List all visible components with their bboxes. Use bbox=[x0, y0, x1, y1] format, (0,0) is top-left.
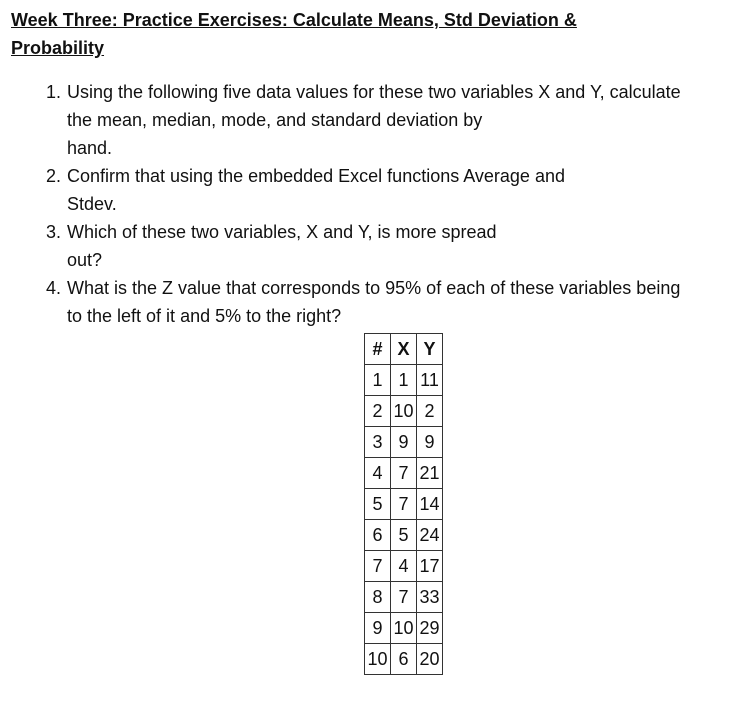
question-number: 3. bbox=[46, 222, 62, 242]
table-cell: 20 bbox=[417, 644, 443, 675]
table-cell: 3 bbox=[365, 427, 391, 458]
column-header-x: X bbox=[391, 334, 417, 365]
question-list bbox=[46, 78, 736, 330]
question-item bbox=[46, 274, 736, 330]
table-cell: 8 bbox=[365, 582, 391, 613]
table-cell: 6 bbox=[365, 520, 391, 551]
table-cell: 7 bbox=[391, 489, 417, 520]
table-cell: 9 bbox=[417, 427, 443, 458]
column-header-y: Y bbox=[417, 334, 443, 365]
question-text-line: Stdev. bbox=[67, 194, 117, 214]
table-cell: 10 bbox=[391, 613, 417, 644]
question-text-line: to the left of it and 5% to the right? bbox=[67, 306, 342, 326]
table-cell: 10 bbox=[365, 644, 391, 675]
data-table bbox=[364, 333, 443, 675]
table-row bbox=[365, 613, 443, 644]
table-row bbox=[365, 458, 443, 489]
page-title-line: Week Three: Practice Exercises: Calculate Means, Std Deviation & bbox=[11, 10, 577, 30]
table-cell: 5 bbox=[391, 520, 417, 551]
table-row bbox=[365, 489, 443, 520]
question-item bbox=[46, 78, 736, 162]
table-cell: 1 bbox=[365, 365, 391, 396]
table-cell: 5 bbox=[365, 489, 391, 520]
table-cell: 9 bbox=[365, 613, 391, 644]
table-cell: 2 bbox=[365, 396, 391, 427]
table-row bbox=[365, 365, 443, 396]
table-cell: 7 bbox=[391, 458, 417, 489]
table-cell: 14 bbox=[417, 489, 443, 520]
page-title bbox=[11, 6, 711, 62]
table-cell: 24 bbox=[417, 520, 443, 551]
question-text-line: the mean, median, mode, and standard deviation by bbox=[67, 110, 483, 130]
table-cell: 6 bbox=[391, 644, 417, 675]
table-cell: 21 bbox=[417, 458, 443, 489]
page-title-line: Probability bbox=[11, 38, 105, 58]
table-cell: 2 bbox=[417, 396, 443, 427]
table-cell: 11 bbox=[417, 365, 443, 396]
question-number: 2. bbox=[46, 166, 62, 186]
question-item bbox=[46, 218, 736, 274]
question-text-line: Using the following five data values for these two variables X and Y, calculate bbox=[67, 82, 681, 102]
question-text-line: What is the Z value that corresponds to 95% of each of these variables being bbox=[67, 278, 681, 298]
table-row bbox=[365, 551, 443, 582]
table-cell: 7 bbox=[365, 551, 391, 582]
table-cell: 4 bbox=[391, 551, 417, 582]
question-item bbox=[46, 162, 736, 218]
table-header-row bbox=[365, 334, 443, 365]
question-text-line: Confirm that using the embedded Excel functions Average and bbox=[67, 166, 565, 186]
table-row bbox=[365, 396, 443, 427]
table-cell: 17 bbox=[417, 551, 443, 582]
table-row bbox=[365, 427, 443, 458]
table-row bbox=[365, 582, 443, 613]
column-header-index: # bbox=[365, 334, 391, 365]
table-cell: 7 bbox=[391, 582, 417, 613]
question-text-line: Which of these two variables, X and Y, is more spread bbox=[67, 222, 497, 242]
table-cell: 33 bbox=[417, 582, 443, 613]
table-cell: 9 bbox=[391, 427, 417, 458]
table-cell: 29 bbox=[417, 613, 443, 644]
table-cell: 10 bbox=[391, 396, 417, 427]
question-text-line: out? bbox=[67, 250, 103, 270]
table-row bbox=[365, 644, 443, 675]
question-text-line: hand. bbox=[67, 138, 113, 158]
table-cell: 4 bbox=[365, 458, 391, 489]
question-number: 1. bbox=[46, 82, 62, 102]
table-cell: 1 bbox=[391, 365, 417, 396]
table-row bbox=[365, 520, 443, 551]
question-number: 4. bbox=[46, 278, 62, 298]
